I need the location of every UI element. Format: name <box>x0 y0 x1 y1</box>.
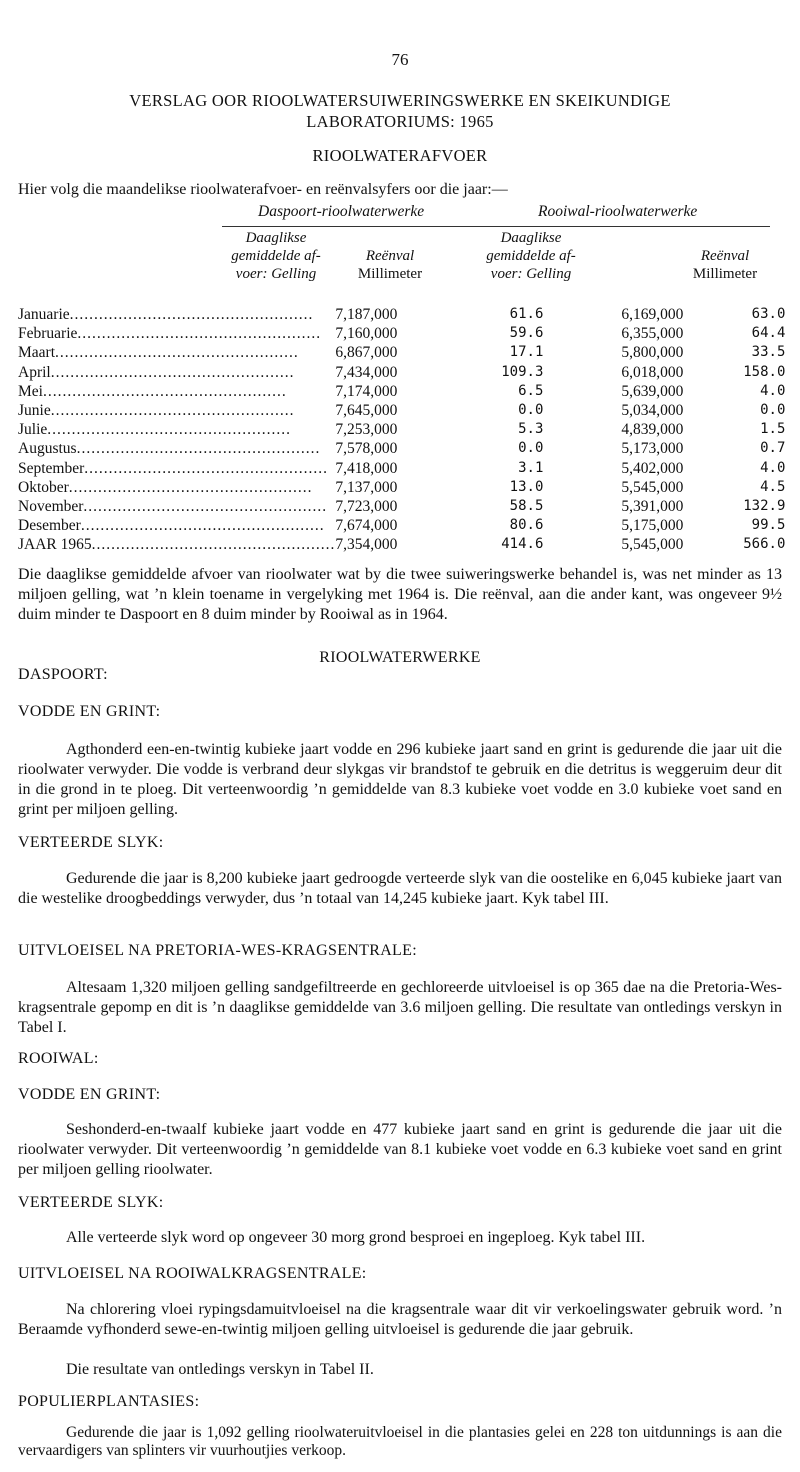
rooiwal-flow-cell: 5,545,000 <box>621 536 684 554</box>
month-cell <box>18 439 335 458</box>
daspoort-rain-cell: 58.5 <box>509 498 544 515</box>
rooiwal-rain-cell: 4.0 <box>760 382 786 399</box>
daspoort-rain-cell: 80.6 <box>509 517 544 534</box>
daspoort-rain-cell: 61.6 <box>509 306 544 322</box>
daspoort-rain-cell: 59.6 <box>509 325 544 342</box>
leader-dots: .................................................. <box>50 402 295 420</box>
rooiwal-flow-cell: 5,175,000 <box>621 517 684 535</box>
month-label: Oktober <box>18 478 69 496</box>
rooiwal-flow-cell: 5,800,000 <box>621 344 684 362</box>
rooiwal-rags-heading: VODDE EN GRINT: <box>18 1086 161 1103</box>
month-label: Julie <box>18 421 48 439</box>
rooiwal-rain-cell: 1.5 <box>760 421 786 438</box>
rooiwal-flow-cell: 6,169,000 <box>621 306 684 323</box>
daspoort-flow-cell: 7,578,000 <box>335 440 398 458</box>
daspoort-rain-cell: 414.6 <box>501 536 544 553</box>
month-cell <box>18 382 335 401</box>
plantations-heading: POPULIERPLANTASIES: <box>18 1393 200 1410</box>
daspoort-effluent-heading: UITVLOEISEL NA PRETORIA-WES-KRAGSENTRALE: <box>18 942 417 959</box>
month-cell <box>18 459 335 478</box>
table-row <box>18 516 785 535</box>
month-label: Junie <box>18 402 51 420</box>
daspoort-rain-cell: 0.0 <box>518 440 544 457</box>
month-label: Februarie <box>18 325 78 343</box>
daspoort-flow-cell: 6,867,000 <box>335 344 398 362</box>
col-header-rooiwal-flow: Daaglikse gemiddelde af- voer: Gelling <box>486 230 576 282</box>
group-header-daspoort: Daspoort-rioolwaterwerke <box>258 203 425 220</box>
table-row <box>18 343 785 362</box>
daspoort-sludge-heading: VERTEERDE SLYK: <box>18 834 164 851</box>
leader-dots: .................................................. <box>55 344 299 362</box>
daspoort-rain-cell: 5.3 <box>518 421 544 438</box>
leader-dots: .................................................. <box>50 363 295 381</box>
leader-dots: .................................................. <box>76 440 321 458</box>
rooiwal-rain-cell: 64.4 <box>751 325 786 342</box>
month-label: Desember <box>18 517 81 535</box>
daspoort-rags-paragraph: Agthonderd een-en-twintig kubieke jaart vodde en 296 kubieke jaart sand en grint is gedurende die jaar uit die rioolwater verwyder. Die vodde is verbrand deur slykgas vir brandstof te gebruik en die detritus is weggeruim deur dit in die grond in te ploeg. Dit verteenwoordig ’n gemiddelde van 8.3 kubieke voet vodde en 3.0 kubieke voet sand en grint per miljoen gelling. <box>18 741 782 818</box>
daspoort-rain-cell: 0.0 <box>518 402 544 419</box>
daspoort-flow-cell: 7,645,000 <box>335 402 398 420</box>
leader-dots: .................................................. <box>91 536 336 554</box>
daspoort-flow-cell: 7,137,000 <box>335 478 398 496</box>
table-row <box>18 324 785 343</box>
daspoort-rags-heading: VODDE EN GRINT: <box>18 703 161 720</box>
col-header-daspoort-flow: Daaglikse gemiddelde af- voer: Gelling <box>231 230 321 282</box>
daspoort-flow-cell: 7,253,000 <box>335 421 398 439</box>
rooiwal-sludge-heading: VERTEERDE SLYK: <box>18 1194 164 1211</box>
table-row <box>18 459 785 478</box>
month-cell <box>18 420 335 439</box>
table-row <box>18 382 785 401</box>
rooiwal-effluent-results: Die resultate van ontledings verskyn in Tabel II. <box>66 1361 374 1378</box>
plantations-paragraph: Gedurende die jaar is 1,092 gelling rioolwateruitvloeisel in die plantasies gelei en 228 ton uitdunnings is aan die vervaardigers van splinters vir vuurhoutjies verkoop. <box>18 1424 782 1459</box>
rooiwal-flow-cell: 6,355,000 <box>621 325 684 343</box>
daspoort-rain-cell: 17.1 <box>509 344 544 361</box>
rooiwal-rags-paragraph: Seshonderd-en-twaalf kubieke jaart vodde en 477 kubieke jaart sand en grint is gedurende die jaar uit die rioolwater verwyder. Dit verteenwoordig ’n gemiddelde van 8.1 kubieke voet vodde en 6.3 kubieke voet sand en grint per miljoen gelling rioolwater. <box>18 1121 782 1178</box>
month-cell <box>18 478 335 497</box>
table-row <box>18 305 785 324</box>
section-title: RIOOLWATERAFVOER <box>312 146 488 165</box>
rooiwal-rain-cell: 158.0 <box>743 363 786 380</box>
rooiwal-effluent-paragraph: Na chlorering vloei rypingsdamuitvloeisel na die kragsentrale waar dit vir verkoelingswater gebruik word. ’n Beraamde vyfhonderd sewe-en-twintig miljoen gelling uitvloeisel is gedurende die jaar gebruik. <box>18 1301 782 1338</box>
daspoort-flow-cell: 7,723,000 <box>335 498 398 516</box>
month-cell <box>18 535 335 554</box>
daspoort-flow-cell: 7,354,000 <box>335 536 398 554</box>
daspoort-flow-cell: 7,187,000 <box>335 306 398 323</box>
month-cell <box>18 363 335 382</box>
table-row <box>18 401 785 420</box>
month-cell <box>18 401 335 420</box>
rooiwal-rain-cell: 0.0 <box>760 402 786 419</box>
works-title: RIOOLWATERWERKE <box>319 649 481 666</box>
rooiwal-sludge-paragraph: Alle verteerde slyk word op ongeveer 30 morg grond besproei en ingeploeg. Kyk tabel III. <box>66 1229 646 1246</box>
daspoort-flow-cell: 7,418,000 <box>335 459 398 477</box>
daspoort-rain-cell: 13.0 <box>509 478 544 495</box>
rooiwal-flow-cell: 5,391,000 <box>621 498 684 516</box>
leader-dots: .................................................. <box>47 421 292 439</box>
leader-dots: .................................................. <box>42 382 287 400</box>
month-cell <box>18 324 335 343</box>
rooiwal-flow-cell: 5,639,000 <box>621 382 684 400</box>
table-row <box>18 497 785 516</box>
col-header-rooiwal-rain: Reënval Millimeter <box>692 248 758 282</box>
table-row <box>18 363 785 382</box>
col-header-daspoort-rain: Reënval Millimeter <box>357 248 423 282</box>
month-label: JAAR 1965 <box>18 536 92 554</box>
rooiwal-rain-cell: 63.0 <box>751 306 786 322</box>
report-title-line2: LABORATORIUMS: 1965 <box>306 112 494 131</box>
rooiwal-flow-cell: 5,034,000 <box>621 402 684 420</box>
rooiwal-rain-cell: 4.0 <box>760 459 786 476</box>
table-row <box>18 439 785 458</box>
rooiwal-flow-cell: 5,173,000 <box>621 440 684 458</box>
leader-dots: .................................................. <box>83 498 328 516</box>
table-row <box>18 478 785 497</box>
report-title-line1: VERSLAG OOR RIOOLWATERSUIWERINGSWERKE EN SKEIKUNDIGE <box>129 91 671 110</box>
table-row <box>18 535 785 554</box>
intro-text: Hier volg die maandelikse rioolwaterafvoer- en reënvalsyfers oor die jaar:— <box>18 181 508 198</box>
daspoort-effluent-paragraph: Altesaam 1,320 miljoen gelling sandgefiltreerde en gechloreerde uitvloeisel is op 365 dae na die Pretoria-Wes-kragsentrale gepomp en dit is ’n daaglikse gemiddelde van 3.6 miljoen gelling. Die resultate van ontledings verskyn in Tabel I. <box>18 979 782 1036</box>
rooiwal-rain-cell: 132.9 <box>743 498 786 515</box>
rooiwal-rain-cell: 566.0 <box>743 536 786 553</box>
rooiwal-flow-cell: 4,839,000 <box>621 421 684 439</box>
leader-dots: .................................................. <box>84 459 329 477</box>
daspoort-rain-cell: 6.5 <box>518 382 544 399</box>
month-label: April <box>18 363 51 381</box>
daspoort-rain-cell: 3.1 <box>518 459 544 476</box>
table-rule <box>222 226 770 227</box>
leader-dots: .................................................. <box>80 517 325 535</box>
page-number: 76 <box>391 50 409 69</box>
rooiwal-rain-cell: 0.7 <box>760 440 786 457</box>
daspoort-flow-cell: 7,434,000 <box>335 363 398 381</box>
rooiwal-flow-cell: 6,018,000 <box>621 363 684 381</box>
rooiwal-flow-cell: 5,545,000 <box>621 478 684 496</box>
daspoort-heading: DASPOORT: <box>18 666 108 683</box>
summary-paragraph: Die daaglikse gemiddelde afvoer van rioolwater wat by die twee suiweringswerke behandel is, was net minder as 13 miljoen gelling, wat ’n klein toename in vergelyking met 1964 is. Die reënval, aan die ander kant, was ongeveer 9½ duim minder te Daspoort en 8 duim minder by Rooiwal as in 1964. <box>18 566 782 623</box>
month-cell <box>18 343 335 362</box>
rooiwal-rain-cell: 99.5 <box>751 517 786 534</box>
daspoort-flow-cell: 7,174,000 <box>335 382 398 400</box>
month-label: Augustus <box>18 440 77 458</box>
rooiwal-rain-cell: 33.5 <box>751 344 786 361</box>
leader-dots: .................................................. <box>77 325 322 343</box>
table-row <box>18 420 785 439</box>
month-label: Januarie <box>18 306 70 323</box>
rooiwal-flow-cell: 5,402,000 <box>621 459 684 477</box>
daspoort-rain-cell: 109.3 <box>501 363 544 380</box>
month-label: September <box>18 459 85 477</box>
leader-dots: .................................................. <box>69 306 314 323</box>
month-cell <box>18 305 335 324</box>
discharge-rainfall-table <box>18 305 785 555</box>
month-label: November <box>18 498 84 516</box>
group-header-rooiwal: Rooiwal-rioolwaterwerke <box>538 203 698 220</box>
month-cell <box>18 516 335 535</box>
rooiwal-effluent-heading: UITVLOEISEL NA ROOIWALKRAGSENTRALE: <box>18 1265 367 1282</box>
rooiwal-rain-cell: 4.5 <box>760 478 786 495</box>
month-label: Mei <box>18 382 43 400</box>
daspoort-flow-cell: 7,160,000 <box>335 325 398 343</box>
daspoort-flow-cell: 7,674,000 <box>335 517 398 535</box>
table-body <box>18 305 785 555</box>
rooiwal-heading: ROOIWAL: <box>18 1050 99 1067</box>
report-title <box>0 90 800 132</box>
month-cell <box>18 497 335 516</box>
month-label: Maart <box>18 344 56 362</box>
daspoort-sludge-paragraph: Gedurende die jaar is 8,200 kubieke jaart gedroogde verteerde slyk van die oostelike en 6,045 kubieke jaart van die westelike droogbeddings verwyder, dus ’n totaal van 14,245 kubieke jaart. Kyk tabel III. <box>18 870 782 907</box>
leader-dots: .................................................. <box>68 478 313 496</box>
